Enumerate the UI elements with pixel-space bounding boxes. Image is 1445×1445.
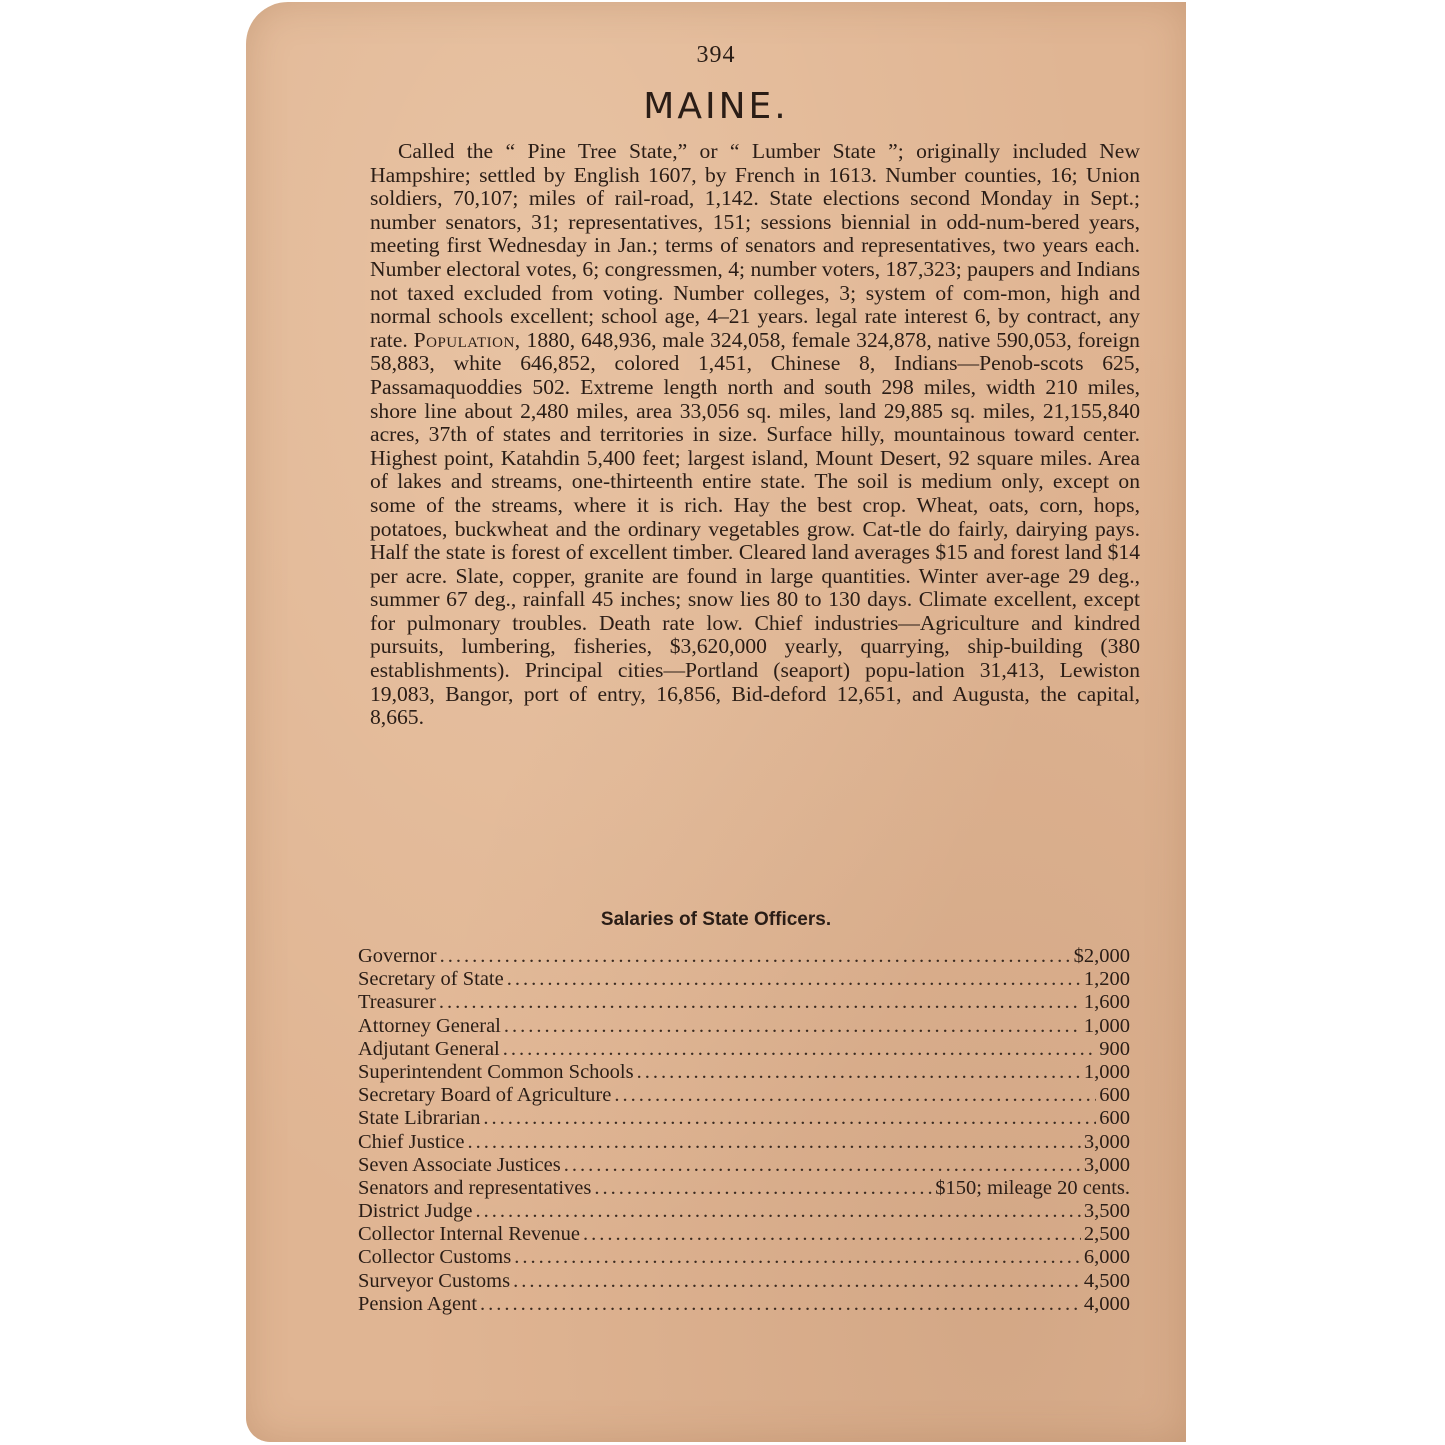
dot-leader [513,1270,1081,1293]
salary-amount: 3,000 [1083,1153,1130,1176]
population-label: Population, [413,327,521,352]
description-text-part-2: 1880, 648,936, male 324,058, female 324,878, native 590,053, foreign 58,883, white 646,852, colored 1,451, Chinese 8, Indians—Penob-scots 625, Passamaquoddies 502. Extreme length north and south 298 miles, width 210 miles, shore line about 2,480 miles, area 33,056 sq. miles, land 29,885 sq. miles, 21,155,840 acres, 37th of states and territories in size. Surface hilly, mountainous toward center. Highest point, Katahdin 5,400 feet; largest island, Mount Desert, 92 square miles. Area of lakes and streams, one-thirteenth entire state. The soil is medium only, except on some of the streams, where it is rich. Hay the best crop. Wheat, oats, corn, hops, potatoes, buckwheat and the ordinary vegetables grow. Cat-tle do fairly, dairying pays. Half the state is forest of excellent timber. Cleared land averages $15 and forest land $14 per acre. Slate, copper, granite are found in large quantities. Winter aver-age 29 deg., summer 67 deg., rainfall 45 inches; snow lies 80 to 130 days. Climate excellent, except for pulmonary troubles. Death rate low. Chief industries—Agriculture and kindred pursuits, lumbering, fisheries, $3,620,000 yearly, quarrying, ship-building (380 establishments). Principal cities—Portland (seaport) popu-lation 31,413, Lewiston 19,083, Bangor, port of entry, 16,856, Bid-deford 12,651, and Augusta, the capital, 8,665. [370,327,1140,730]
salary-label: Adjutant General [358,1037,500,1060]
salary-label: Secretary Board of Agriculture [358,1084,612,1107]
salary-amount: 600 [1099,1107,1130,1130]
salary-amount: 1,600 [1083,991,1130,1014]
description-text-part-1: Called the “ Pine Tree State,” or “ Lumber State ”; originally included New Hampshire; settled by English 1607, by French in 1613. Number counties, 16; Union soldiers, 70,107; miles of rail-road, 1,142. State elections second Monday in Sept.; number senators, 31; representatives, 151; sessions biennial in odd-num-bered years, meeting first Wednesday in Jan.; terms of senators and representatives, two years each. Number electoral votes, 6; congressmen, 4; number voters, 187,323; paupers and Indians not taxed excluded from voting. Number colleges, 3; system of com-mon, high and normal schools excellent; school age, 4–21 years. legal rate interest 6, by contract, any rate. [370,139,1140,352]
dot-leader [480,1293,1081,1316]
salary-amount: 4,500 [1083,1269,1130,1292]
salary-row [358,1223,1130,1246]
salary-amount: 3,000 [1083,1130,1130,1153]
salary-amount: $150; mileage 20 cents. [935,1176,1130,1199]
salary-row [358,1177,1130,1200]
page-title: MAINE. [643,86,789,127]
salary-amount: 900 [1099,1037,1130,1060]
salary-amount: 1,200 [1083,968,1130,991]
dot-leader [503,1038,1097,1061]
salary-label: Governor [358,945,437,967]
dot-leader [564,1154,1081,1177]
salary-label: Superintendent Common Schools [358,1060,634,1083]
dot-leader [504,1015,1081,1038]
salary-label: Senators and representatives [358,1176,592,1199]
salary-row [358,1246,1130,1269]
salary-amount: 2,500 [1083,1223,1130,1246]
salary-amount: 600 [1099,1084,1130,1107]
salary-amount: 6,000 [1083,1246,1130,1269]
salary-amount: 3,500 [1083,1200,1130,1223]
salary-row [358,1131,1130,1154]
salary-row [358,1200,1130,1223]
salary-label: Collector Internal Revenue [358,1223,580,1246]
salary-label: District Judge [358,1200,473,1223]
dot-leader [439,991,1081,1014]
salary-row [358,1270,1130,1293]
salary-row [358,1015,1130,1038]
salaries-heading: Salaries of State Officers. [600,909,832,930]
salary-row [358,945,1130,968]
salary-row [358,991,1130,1014]
dot-leader [467,1131,1080,1154]
salary-list [358,945,1130,1316]
dot-leader [594,1177,932,1200]
salary-label: Seven Associate Justices [358,1153,561,1176]
salary-amount: 4,000 [1083,1292,1130,1315]
salary-amount: 1,000 [1083,1060,1130,1083]
salary-row [358,1107,1130,1130]
dot-leader [475,1200,1080,1223]
salary-label: State Librarian [358,1107,481,1130]
salary-label: Pension Agent [358,1292,478,1315]
salary-row [358,1038,1130,1061]
salary-amount: 1,000 [1083,1014,1130,1037]
dot-leader [507,968,1081,991]
salary-row [358,1154,1130,1177]
salary-label: Attorney General [358,1014,501,1037]
salary-label: Treasurer [358,991,436,1014]
dot-leader [637,1061,1081,1084]
salary-label: Secretary of State [358,968,504,991]
dot-leader [614,1084,1096,1107]
page-number: 394 [696,42,736,68]
dot-leader [514,1246,1081,1269]
salary-row [358,1084,1130,1107]
salary-row [358,1293,1130,1316]
salary-row [358,1061,1130,1084]
dot-leader [440,945,1071,968]
dot-leader [583,1223,1081,1246]
salary-label: Collector Customs [358,1246,512,1269]
salary-row [358,968,1130,991]
salary-label: Chief Justice [358,1130,465,1153]
salary-label: Surveyor Customs [358,1269,511,1292]
salary-amount: $2,000 [1073,945,1130,967]
book-page [246,2,1186,1442]
state-description [370,140,1140,730]
dot-leader [483,1107,1096,1130]
